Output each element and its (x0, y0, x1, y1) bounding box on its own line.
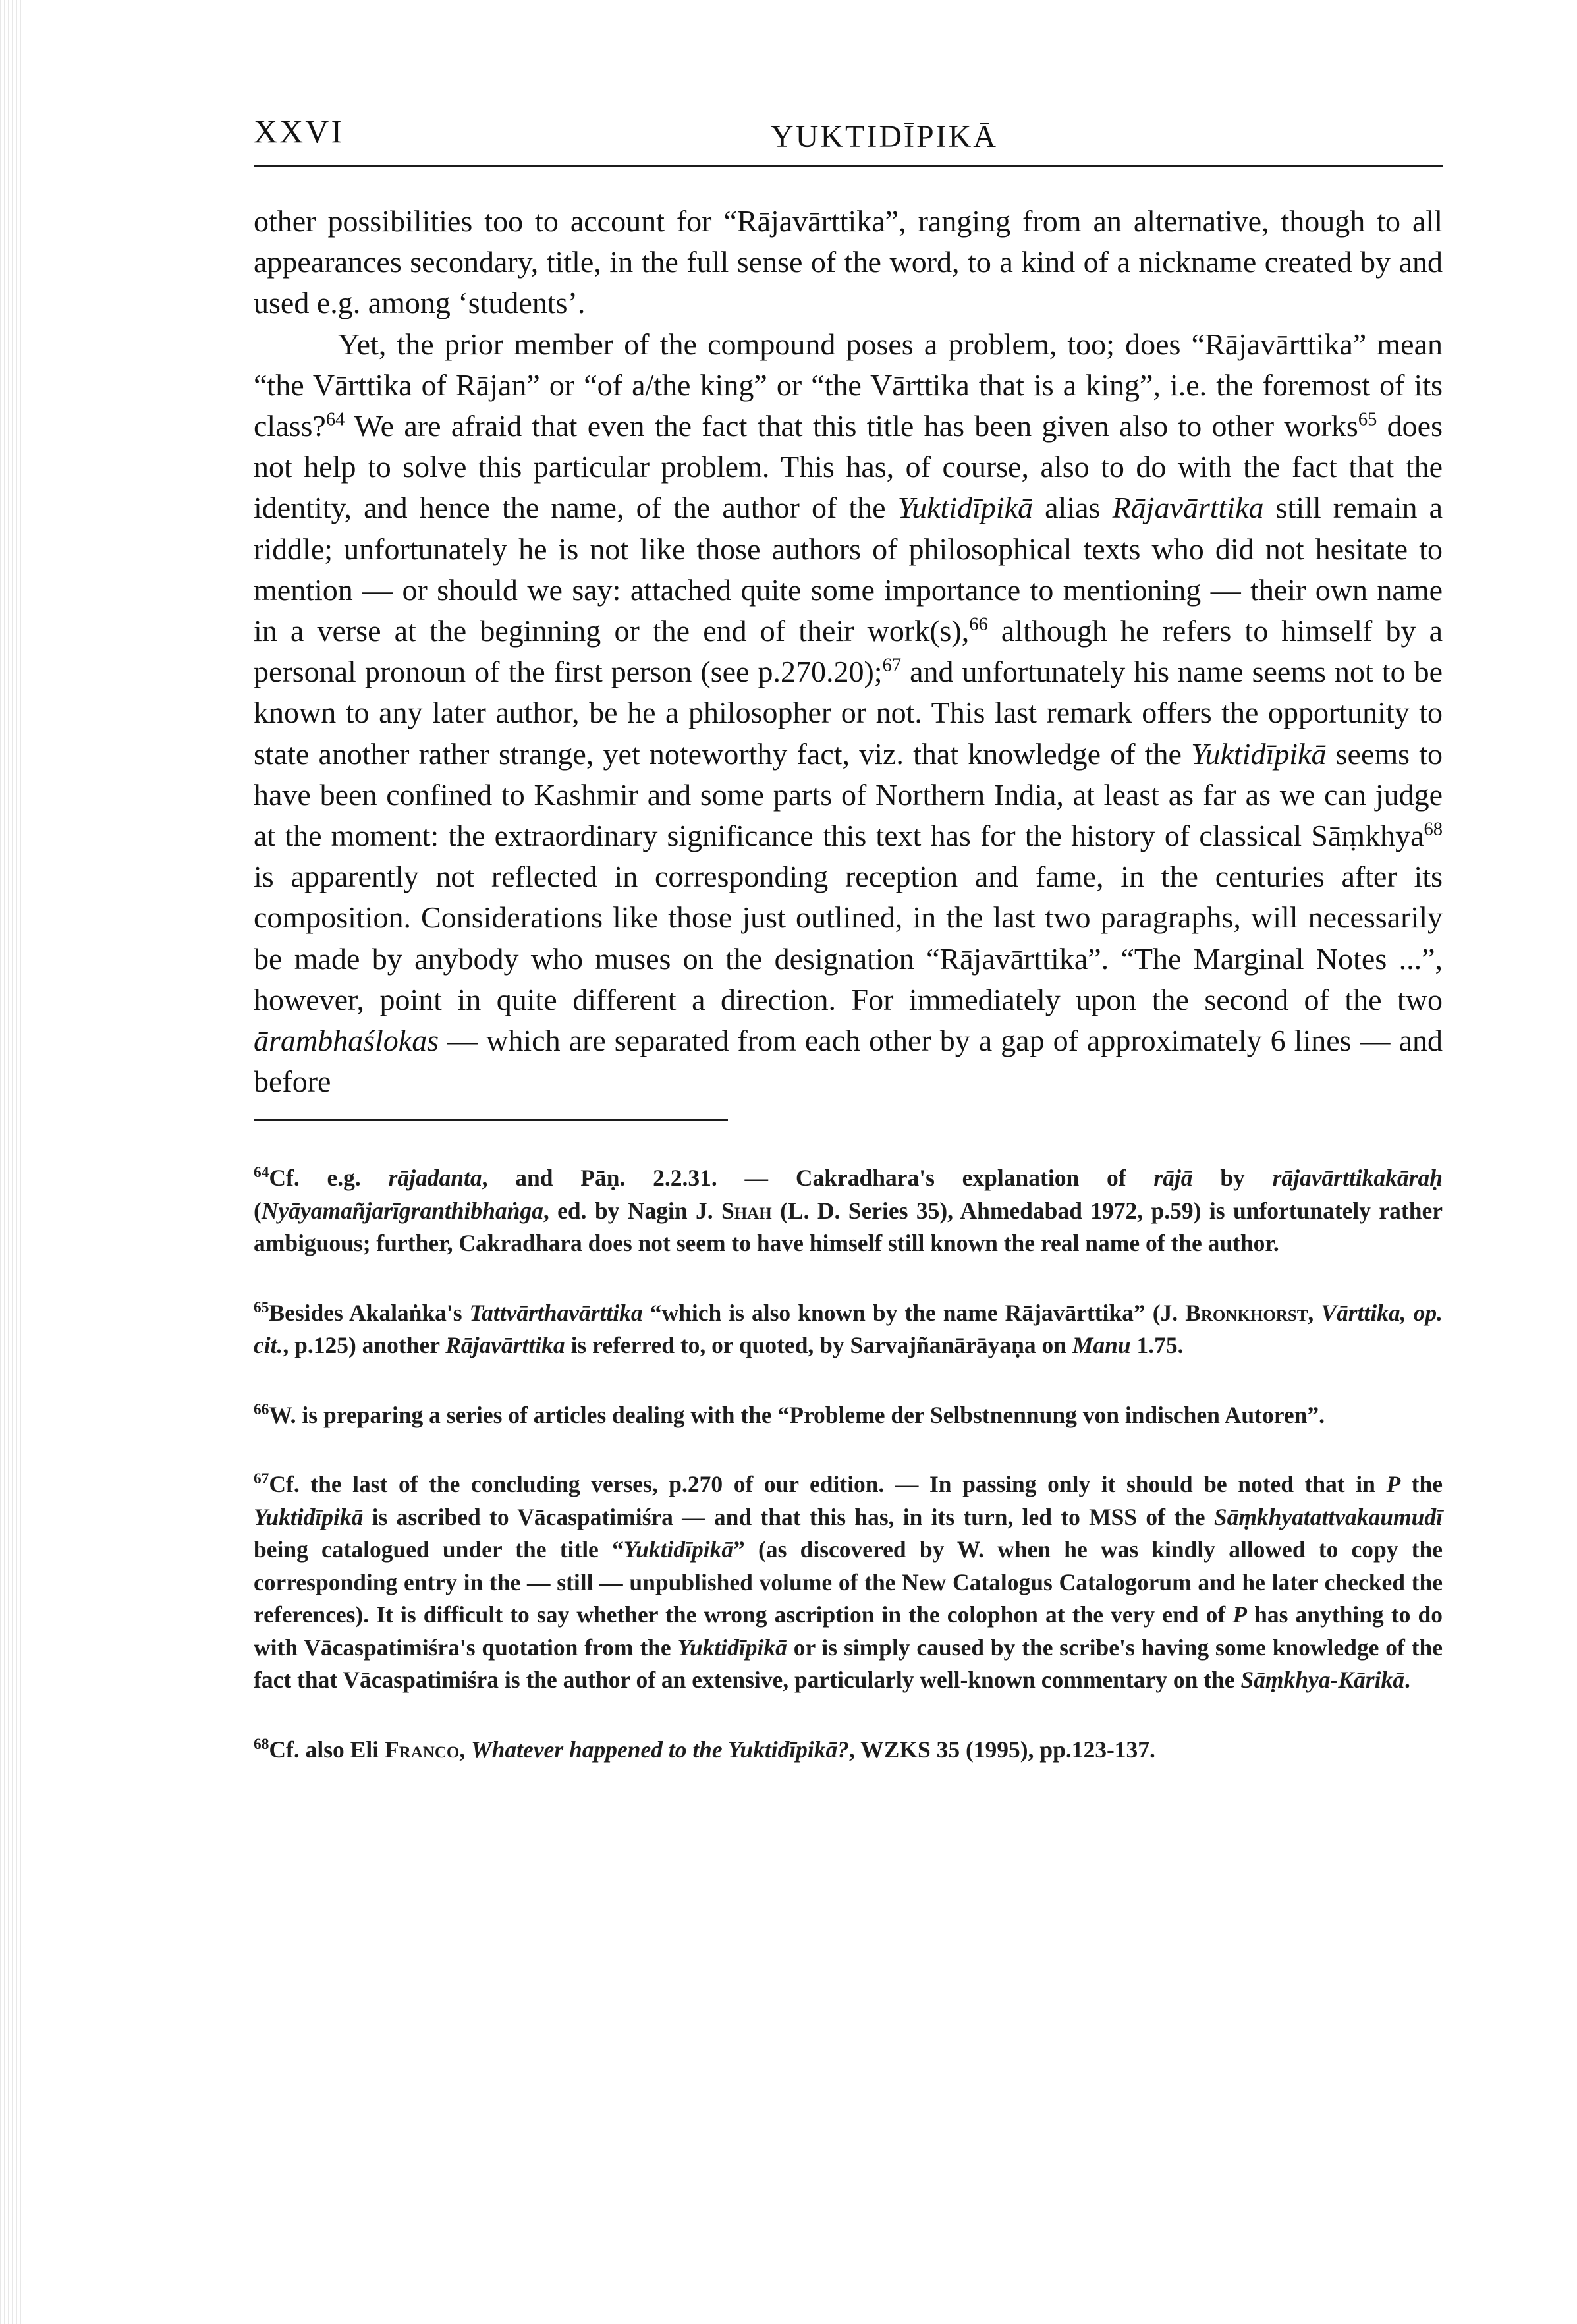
book-page (254, 112, 1443, 1803)
footnote-ref-67[interactable]: 67 (882, 655, 902, 676)
footnote-ref-66[interactable]: 66 (969, 614, 988, 635)
footnote-67: $^{67}$Cf. the last of the concluding verses, p.270 of our edition. — In passing only it should be noted that in P the Yuktidīpikā is ascribed to Vācaspatimiśra — and that this has, in its turn, led to MSS of the Sāṃkhyatattvakaumudī being catalogued under the title “Yuktidīpikā” (as discovered by W. when he was kindly allowed to copy the corresponding entry in the — still — unpublished volume of the New Catalogus Catalogorum and he later checked the references). It is difficult to say whether the wrong ascription in the colophon at the very end of P has anything to do with Vācaspatimiśra's quotation from the Yuktidīpikā or is simply caused by the scribe's having some knowledge of the fact that Vācaspatimiśra is the author of an extensive, particularly well-known commentary on the Sāṃkhya-Kārikā. (254, 1470, 1443, 1694)
footnote-64: $^{64}$Cf. e.g. rājadanta, and Pāṇ. 2.2.31. — Cakradhara's explanation of rājā by rājavārttikakāraḥ (Nyāyamañjarīgranthibhaṅga, ed. by Nagin J. Shah (L. D. Series 35), Ahmedabad 1972, p.59) is unfortunately rather ambiguous; further, Cakradhara does not seem to have himself still known the real name of the author. (254, 1164, 1443, 1257)
main-text (254, 201, 1443, 1102)
title-italic: Rājavārttika (1112, 491, 1264, 525)
term-italic: ārambhaślokas (254, 1024, 439, 1058)
footnote-ref-68[interactable]: 68 (1424, 819, 1443, 840)
running-head (254, 112, 1443, 167)
running-title: YUKTIDĪPIKĀ (771, 119, 998, 154)
footnote-separator (254, 1119, 728, 1121)
footnote-66: $^{66}$W. is preparing a series of articles dealing with the “Probleme der Selbstnennung von indischen Autoren”. (254, 1401, 1325, 1428)
scan-binding-edge (0, 0, 22, 2324)
paragraph-1: other possibilities too to account for “Rājavārttika”, ranging from an alternative, though to all appearances secondary, title, in the full sense of the word, to a kind of a nickname created by and used e.g. among ‘students’. (254, 204, 1443, 320)
footnote-65: $^{65}$Besides Akalaṅka's Tattvārthavārttika “which is also known by the name Rājavārttika” (J. Bronkhorst, Vārttika, op. cit., p.125) another Rājavārttika is referred to, or quoted, by Sarvajñanārāyaṇa on Manu 1.75. (254, 1299, 1443, 1359)
title-italic: Yuktidīpikā (897, 491, 1034, 525)
footnotes (254, 1162, 1443, 1766)
footnote-ref-65[interactable]: 65 (1358, 409, 1377, 430)
paragraph-2: Yet, the prior member of the compound poses a problem, too; does “Rājavārttika” mean “the Vārttika of Rājan” or “of a/the king” or “the Vārttika that is a king”, i.e. the foremost of its class?$^{64}$ We are afraid that even the fact that this title has been given also to other works$^{65}$ does not help to solve this particular problem. This has, of course, also to do with the fact that the identity, and hence the name, of the author of the Yuktidīpikā alias Rājavārttika still remain a riddle; unfortunately he is not like those authors of philosophical texts who did not hesitate to mention — or should we say: attached quite some importance to mentioning — their own name in a verse at the beginning or the end of their work(s),$^{66}$ although he refers to himself by a personal pronoun of the first person (see p.270.20);$^{67}$ and unfortunately his name seems not to be known to any later author, be he a philosopher or not. This last remark offers the opportunity to state another rather strange, yet noteworthy fact, viz. that knowledge of the Yuktidīpikā seems to have been confined to Kashmir and some parts of Northern India, at least as far as we can judge at the moment: the extraordinary significance this text has for the history of classical Sāṃkhya$^{68}$ is apparently not reflected in corresponding reception and fame, in the centuries after its composition. Considerations like those just outlined, in the last two paragraphs, will necessarily be made by anybody who muses on the designation “Rājavārttika”. “The Marginal Notes ...”, however, point in quite different a direction. For immediately upon the second of the two ārambhaślokas — which are separated from each other by a gap of approximately 6 lines — and before (254, 327, 1443, 1099)
footnote-68: $^{68}$Cf. also Eli Franco, Whatever happened to the Yuktidīpikā?, WZKS 35 (1995), pp.123-137. (254, 1736, 1155, 1763)
title-italic: Yuktidīpikā (1191, 736, 1327, 771)
page-number: XXVI (254, 113, 344, 150)
footnote-ref-64[interactable]: 64 (325, 409, 345, 430)
